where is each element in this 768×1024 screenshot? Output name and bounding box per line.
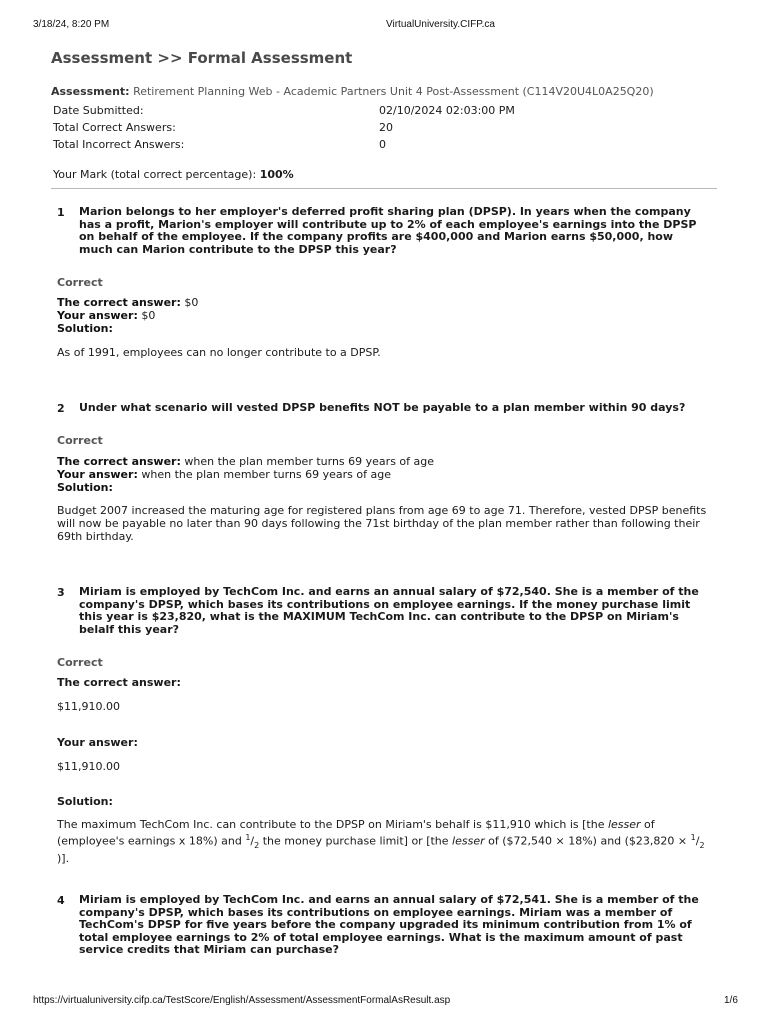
summary-value: 20	[379, 121, 393, 134]
your-answer-value: $11,910.00	[57, 760, 120, 773]
correct-answer-line	[57, 455, 434, 468]
summary-label: Total Incorrect Answers:	[53, 138, 185, 151]
question-header	[57, 586, 707, 636]
question-4	[57, 894, 707, 957]
summary-table	[53, 104, 693, 155]
summary-row	[53, 121, 693, 138]
mark-label: Your Mark (total correct percentage):	[53, 168, 257, 181]
divider	[51, 188, 717, 189]
answer-status: Correct	[57, 656, 103, 669]
your-answer-label: Your answer:	[57, 468, 138, 481]
correct-answer-line	[57, 296, 198, 309]
question-text: Under what scenario will vested DPSP benefits NOT be payable to a plan member within 90 days?	[79, 401, 686, 414]
answer-status: Correct	[57, 276, 103, 289]
summary-value: 0	[379, 138, 386, 151]
your-answer-value: $0	[141, 309, 156, 322]
question-header	[57, 402, 707, 415]
your-answer-label: Your answer:	[57, 309, 138, 322]
summary-value: 02/10/2024 02:03:00 PM	[379, 104, 515, 117]
summary-row	[53, 104, 693, 121]
your-answer-line	[57, 468, 391, 481]
question-text: Miriam is employed by TechCom Inc. and earns an annual salary of $72,540. She is a member of the company's DPSP, which bases its contributions on employee earnings. If the money purchase limit this year is $23,820, what is the MAXIMUM TechCom Inc. can contribute to the DPSP on Miriam's belalf this year?	[79, 585, 699, 636]
correct-answer-value: when the plan member turns 69 years of age	[184, 455, 435, 468]
solution-text: The maximum TechCom Inc. can contribute to the DPSP on Miriam's behalf is $11,910 which is [the lesser of (employee's earnings x 18%) and $^1/_2$ the money purchase limit] or [the lesser of ($72,540 × 18%) and ($23,820 × $^1/_2$ )].	[57, 818, 705, 865]
print-datetime: 3/18/24, 8:20 PM	[33, 19, 110, 30]
solution-text: As of 1991, employees can no longer contribute to a DPSP.	[57, 346, 381, 359]
question-number: 3	[57, 586, 65, 599]
correct-answer-value: $0	[184, 296, 199, 309]
assessment-line	[51, 85, 654, 98]
print-url: https://virtualuniversity.cifp.ca/TestScore/English/Assessment/AssessmentFormalAsResult.asp	[33, 995, 451, 1006]
correct-answer-label: The correct answer:	[57, 676, 181, 689]
total-mark	[53, 168, 294, 181]
your-answer-line	[57, 309, 155, 322]
question-text: Miriam is employed by TechCom Inc. and earns an annual salary of $72,541. She is a member of the company's DPSP, which bases its contributions on employee earnings. Miriam was a member of TechCom's DPSP for five years before the company upgraded its minimum contribution from 1% of total employee earnings to 2% of total employee earnings. What is the maximum amount of past service credits that Miriam can purchase?	[79, 893, 699, 956]
solution-label: Solution:	[57, 481, 113, 494]
question-2	[57, 401, 707, 543]
summary-label: Total Correct Answers:	[53, 121, 176, 134]
question-number: 2	[57, 402, 65, 415]
print-site-title: VirtualUniversity.CIFP.ca	[386, 19, 495, 30]
solution-text: Budget 2007 increased the maturing age for registered plans from age 69 to age 71. Therefore, vested DPSP benefits will now be payable no later than 90 days following the 71st birthday of the plan member rather than following their 69th birthday.	[57, 504, 707, 543]
assessment-label: Assessment:	[51, 85, 130, 98]
solution-label: Solution:	[57, 322, 113, 335]
correct-answer-value: $11,910.00	[57, 700, 120, 713]
page-count: 1/6	[724, 995, 738, 1006]
your-answer-label: Your answer:	[57, 736, 138, 749]
answer-status: Correct	[57, 434, 103, 447]
correct-answer-label: The correct answer:	[57, 296, 181, 309]
summary-label: Date Submitted:	[53, 104, 144, 117]
summary-row	[53, 138, 693, 155]
question-header	[57, 894, 707, 957]
question-header	[57, 206, 707, 256]
solution-label: Solution:	[57, 795, 113, 808]
assessment-name: Retirement Planning Web - Academic Partners Unit 4 Post-Assessment (C114V20U4L0A25Q20)	[133, 85, 654, 98]
mark-value: 100%	[259, 168, 294, 181]
correct-answer-label: The correct answer:	[57, 455, 181, 468]
question-text: Marion belongs to her employer's deferred profit sharing plan (DPSP). In years when the company has a profit, Marion's employer will contribute up to 2% of each employee's earnings into the DPSP on behalf of the employee. If the company profits are $400,000 and Marion earns $50,000, how much can Marion contribute to the DPSP this year?	[79, 205, 697, 256]
page-title: Assessment >> Formal Assessment	[51, 49, 353, 67]
question-1	[57, 205, 707, 359]
question-3	[57, 585, 707, 865]
your-answer-value: when the plan member turns 69 years of age	[141, 468, 391, 481]
question-number: 4	[57, 894, 65, 907]
question-number: 1	[57, 206, 65, 219]
